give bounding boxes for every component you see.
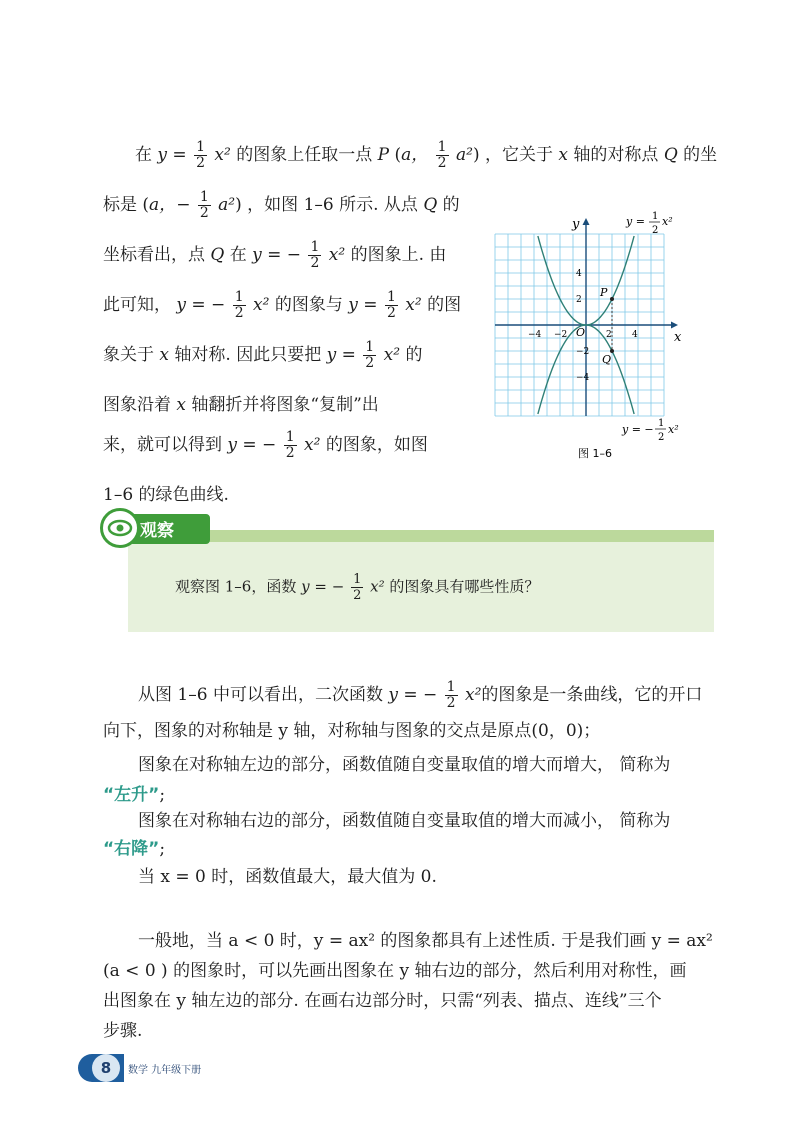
para1-line8: 1–6 的绿色曲线. xyxy=(103,485,229,505)
para3-line1: 一般地，当 a < 0 时，y = ax² 的图象都具有上述性质. 于是我们画 y = ax² xyxy=(138,931,713,951)
y-tick-label: −2 xyxy=(576,347,590,357)
axis-x-label: x xyxy=(674,330,682,345)
para1-line6: 图象沿着 x 轴翻折并将图象“复制”出 xyxy=(103,395,379,415)
para2-line5: 图象在对称轴右边的部分，函数值随自变量取值的增大而减小， 简称为 xyxy=(138,811,671,831)
para3-line4: 步骤. xyxy=(103,1021,143,1041)
para2-line3: 图象在对称轴左边的部分，函数值随自变量取值的增大而增大， 简称为 xyxy=(138,755,671,775)
para1-line4: 此可知， y = − $\frac{1}{2}$ x² 的图象与 y = $\frac{1}{2}$ x² 的图 xyxy=(103,289,462,321)
y-axis-arrow-icon xyxy=(583,218,590,225)
para2-line2: 向下，图象的对称轴是 y 轴，对称轴与图象的交点是原点(0，0)； xyxy=(103,721,601,741)
top-equation-num: 1 xyxy=(652,211,659,222)
observe-question: 观察图 1–6，函数 y = − $\frac{1}{2}$ x² 的图象具有哪些性质？ xyxy=(175,572,540,603)
point-p-label: P xyxy=(600,286,608,299)
top-equation-x2: x² xyxy=(662,215,673,228)
eye-icon xyxy=(100,508,140,548)
footer-book-title: 数学 九年级下册 xyxy=(128,1065,202,1076)
right-fall-term: “右降” xyxy=(103,839,160,859)
bottom-equation-num: 1 xyxy=(658,418,665,429)
para2-line7: 当 x = 0 时，函数值最大，最大值为 0. xyxy=(138,867,437,887)
x-tick-label: 4 xyxy=(632,330,638,340)
para1-line5: 象关于 x 轴对称. 因此只要把 y = $\frac{1}{2}$ x² 的 xyxy=(103,339,423,371)
axis-y-label: y xyxy=(572,217,580,232)
bottom-equation-prefix: y = − xyxy=(622,423,654,436)
left-rise-term: “左升” xyxy=(103,785,160,805)
para1-line7: 来，就可以得到 y = − $\frac{1}{2}$ x² 的图象，如图 xyxy=(103,429,428,461)
origin-label: O xyxy=(576,326,586,339)
para1-line2: 标是 (a，− $\frac{1}{2}$ a²) ，如图 1–6 所示. 从点 Q 的 xyxy=(103,189,460,221)
observe-stripe xyxy=(128,530,714,542)
figure-1-6 xyxy=(490,205,700,463)
figure-axes xyxy=(495,218,678,416)
figure-caption: 图 1–6 xyxy=(578,447,612,460)
bottom-equation-den: 2 xyxy=(658,432,665,443)
para1-line3: 坐标看出，点 Q 在 y = − $\frac{1}{2}$ x² 的图象上. 由 xyxy=(103,239,447,271)
y-tick-label: 4 xyxy=(576,269,582,279)
top-equation-den: 2 xyxy=(652,225,659,236)
para1-line1: 在 y = $\frac{1}{2}$ x² 的图象上任取一点 P (a， $\frac{1}{2}$ a²) ，它关于 x 轴的对称点 Q 的坐 xyxy=(135,139,718,171)
para2-line1: 从图 1–6 中可以看出，二次函数 y = − $\frac{1}{2}$ x²的图象是一条曲线，它的开口 xyxy=(138,679,703,711)
x-tick-label: −2 xyxy=(554,330,568,340)
point-q-label: Q xyxy=(602,353,612,366)
x-axis-arrow-icon xyxy=(671,322,678,329)
y-tick-label: −4 xyxy=(576,373,590,383)
point-p xyxy=(610,297,614,301)
para3-line2: (a < 0 ) 的图象时，可以先画出图象在 y 轴右边的部分，然后利用对称性，画 xyxy=(103,961,687,981)
para3-line3: 出图象在 y 轴左边的部分. 在画右边部分时，只需“列表、描点、连线”三个 xyxy=(103,991,662,1011)
para2-line4: “左升”; xyxy=(103,785,166,805)
observe-label: 观察 xyxy=(140,521,174,541)
x-tick-label: 2 xyxy=(606,330,612,340)
bottom-equation-x2: x² xyxy=(668,423,679,436)
x-tick-label: −4 xyxy=(528,330,542,340)
para2-line6: “右降”; xyxy=(103,839,166,859)
top-equation-prefix: y = xyxy=(626,215,645,228)
y-tick-label: 2 xyxy=(576,295,582,305)
page-number: 8 xyxy=(92,1054,120,1082)
